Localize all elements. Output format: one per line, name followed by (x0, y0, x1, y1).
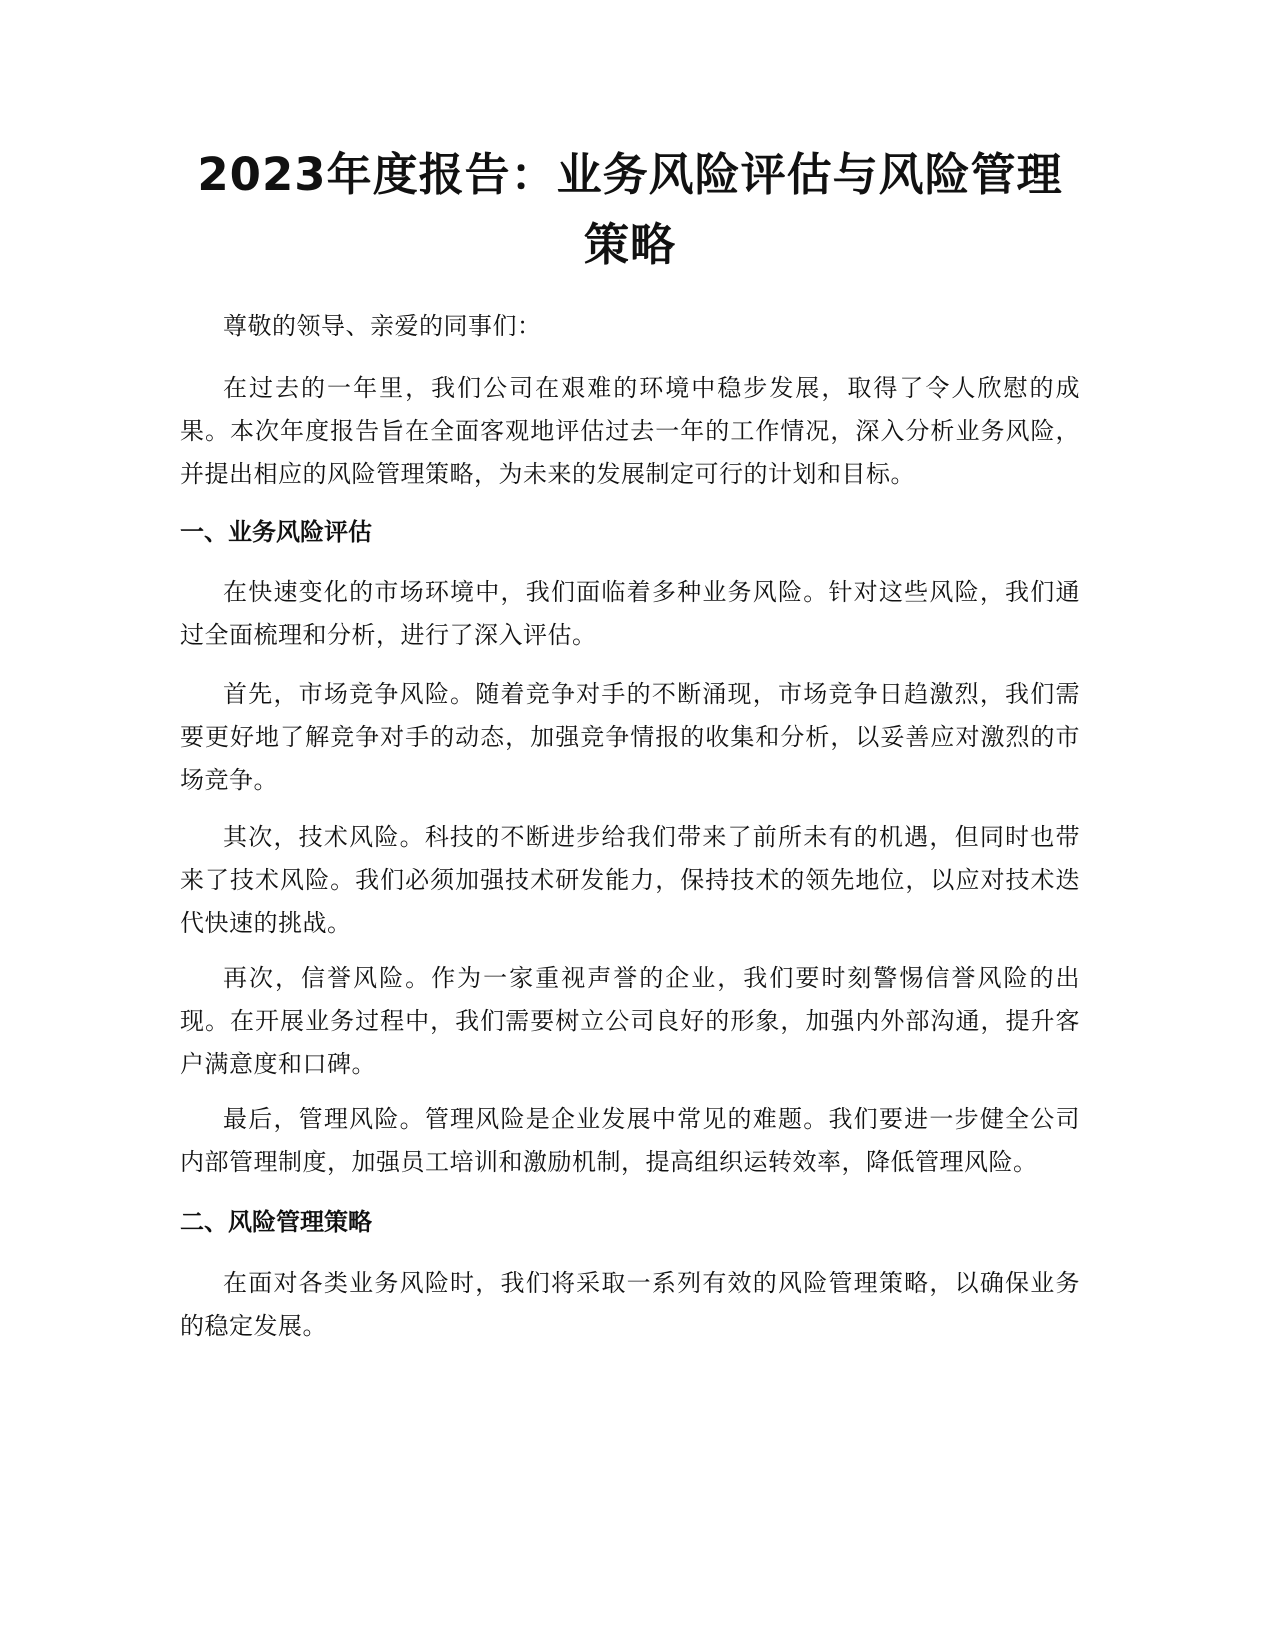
document-page (180, 0, 1080, 1650)
paragraph-market-risk: 首先，市场竞争风险。随着竞争对手的不断涌现，市场竞争日趋激烈，我们需要更好地了解竞争对手的动态，加强竞争情报的收集和分析，以妥善应对激烈的市场竞争。 (180, 680, 1080, 794)
greeting: 尊敬的领导、亲爱的同事们： (223, 312, 542, 340)
paragraph-strategy-overview: 在面对各类业务风险时，我们将采取一系列有效的风险管理策略，以确保业务的稳定发展。 (180, 1269, 1080, 1340)
document-title: 2023年度报告：业务风险评估与风险管理策略 (197, 148, 1063, 271)
paragraph-management-risk: 最后，管理风险。管理风险是企业发展中常见的难题。我们要进一步健全公司内部管理制度，加强员工培训和激励机制，提高组织运转效率，降低管理风险。 (180, 1105, 1080, 1176)
paragraph-technology-risk: 其次，技术风险。科技的不断进步给我们带来了前所未有的机遇，但同时也带来了技术风险。我们必须加强技术研发能力，保持技术的领先地位，以应对技术迭代快速的挑战。 (180, 823, 1080, 937)
section-heading-risk-strategy: 二、风险管理策略 (180, 1208, 372, 1236)
section-heading-risk-assessment: 一、业务风险评估 (180, 518, 372, 546)
paragraph-reputation-risk: 再次，信誉风险。作为一家重视声誉的企业，我们要时刻警惕信誉风险的出现。在开展业务过程中，我们需要树立公司良好的形象，加强内外部沟通，提升客户满意度和口碑。 (180, 964, 1080, 1078)
paragraph-risk-overview: 在快速变化的市场环境中，我们面临着多种业务风险。针对这些风险，我们通过全面梳理和分析，进行了深入评估。 (180, 578, 1080, 649)
intro-paragraph: 在过去的一年里，我们公司在艰难的环境中稳步发展，取得了令人欣慰的成果。本次年度报告旨在全面客观地评估过去一年的工作情况，深入分析业务风险，并提出相应的风险管理策略，为未来的发展制定可行的计划和目标。 (180, 374, 1080, 488)
